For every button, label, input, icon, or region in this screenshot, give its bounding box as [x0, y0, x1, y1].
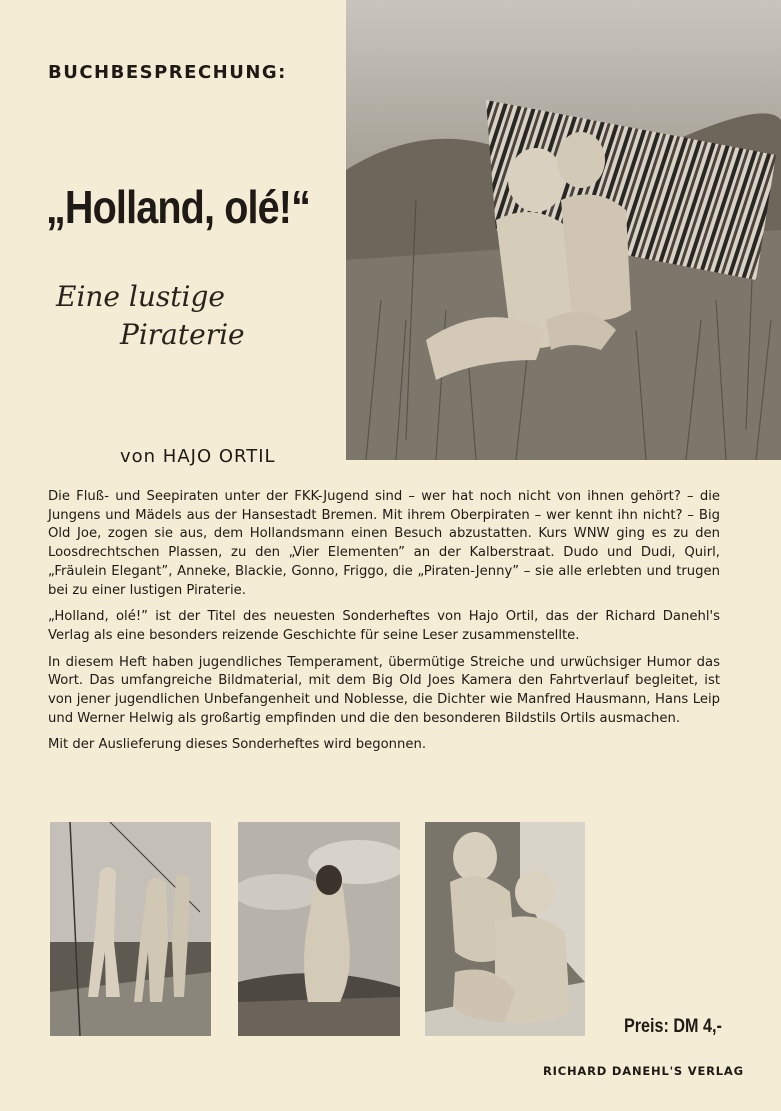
article-paragraph: Mit der Auslieferung dieses Sonderheftes wird begonnen. [48, 737, 427, 753]
article-paragraph: Die Fluß- und Seepiraten unter der FKK-Jugend sind – wer hat noch nicht von ihnen gehört? – die Jungens und Mädels aus der Hansestadt Bremen. Mit ihrem Oberpiraten – wer kennt ihn nicht? – Big Old Joe, zogen sie aus, dem Hollandsmann einen Besuch abzustatten. Kurs WNW ging es zu den Loosdrechtschen Plassen, zu den „Vier Elementen” an der Kalberstraat. Dudo und Dudi, Quirl, „Fräulein Elegant”, Anneke, Blackie, Gonno, Friggo, die „Piraten-Jenny” – sie alle erlebten und trugen bei zu einer lustigen Piraterie. [48, 489, 720, 598]
hero-photo [346, 0, 781, 460]
publisher-label: RICHARD DANEHL'S VERLAG [543, 1064, 744, 1078]
book-author: von HAJO ORTIL [120, 446, 276, 467]
article-body [48, 488, 720, 763]
article-paragraph: „Holland, olé!” ist der Titel des neuesten Sonderheftes von Hajo Ortil, das der Richard Danehl's Verlag als eine besonders reizende Geschichte für seine Leser zusammenstellte. [48, 609, 720, 643]
thumbnail-photo-2 [238, 822, 400, 1036]
thumbnail-photo-1 [50, 822, 211, 1036]
price-label: Preis: DM 4,- [624, 1016, 722, 1037]
book-subtitle-line1: Eine lustige [56, 280, 225, 313]
book-subtitle-line2: Piraterie [120, 318, 245, 351]
thumbnail-photo-3 [425, 822, 585, 1036]
section-label: BUCHBESPRECHUNG: [48, 62, 287, 83]
book-title: „Holland, olé!“ [46, 181, 311, 233]
article-paragraph: In diesem Heft haben jugendliches Temperament, übermütige Streiche und urwüchsiger Humor das Wort. Das umfangreiche Bildmaterial, mit dem Big Old Joes Kamera den Fahrtverlauf begleitet, ist von jener jugendlichen Unbefangenheit und Noblesse, die Dichter wie Manfred Hausmann, Hans Leip und Werner Helwig als großartig empfinden und die den besonderen Bildstils Ortils ausmachen. [48, 654, 720, 726]
